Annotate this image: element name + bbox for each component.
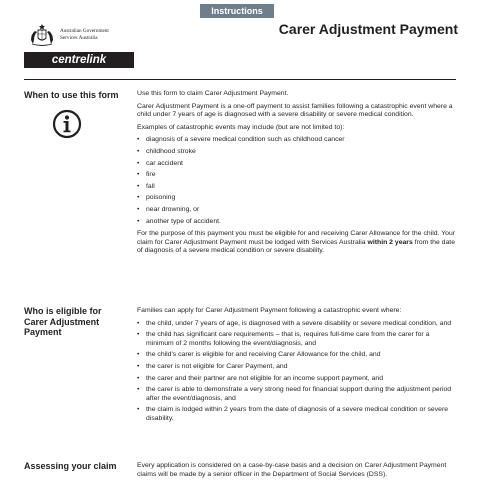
list-item: • fall <box>137 183 459 192</box>
eligibility-list <box>137 320 459 424</box>
agency-name: Services Australia <box>60 34 98 41</box>
coat-of-arms-icon <box>28 22 56 48</box>
centrelink-logo: centrelink <box>24 52 134 68</box>
section-body-eligible <box>137 307 459 428</box>
instructions-tab: Instructions <box>200 4 274 18</box>
paragraph: Examples of catastrophic events may include (but are not limited to): <box>137 123 345 131</box>
gov-name: Australian Government <box>60 28 109 34</box>
paragraph: Carer Adjustment Payment is a one-off payment to assist families following a catastrophic event where a child under 7 years of age is diagnosed with a severe disability or severe medical condition. <box>137 102 453 119</box>
section-heading-when: When to use this form <box>24 90 119 100</box>
page-title: Carer Adjustment Payment <box>278 21 458 37</box>
info-icon <box>52 109 82 139</box>
text-run: For the purpose of this payment you must be eligible for and receiving Carer Allowance for the child. Your claim for Carer Adjustment Payment must be lodged with Services Australia <box>137 230 456 246</box>
list-item: • fire <box>137 171 459 180</box>
list-item: • poisoning <box>137 194 459 203</box>
list-item: • the claim is lodged within 2 years from the date of diagnosis of a severe medical condition or severe disability. <box>137 406 459 423</box>
section-body-when <box>137 90 459 260</box>
list-item: • near drowning, or <box>137 206 459 215</box>
paragraph: Every application is considered on a case-by-case basis and a decision on Carer Adjustment Payment claims will be made by a senior officer in the Department of Social Services (DSS). <box>137 462 447 478</box>
paragraph: Families can apply for Carer Adjustment Payment following a catastrophic event where: <box>137 307 402 314</box>
list-item: • the child has significant care requirements – that is, requires full-time care from the carer for a minimum of 2 months following the event/diagnosis, and <box>137 331 459 348</box>
government-wordmark <box>60 28 109 41</box>
examples-list <box>137 136 459 226</box>
list-item: • the carer is able to demonstrate a very strong need for financial support during the adjustment period after the event/diagnosis, and <box>137 386 459 403</box>
paragraph <box>137 230 459 256</box>
list-item: • the carer and their partner are not eligible for an income support payment, and <box>137 375 459 384</box>
text-run: from the date of diagnosis of a severe medical condition or severe disability. <box>137 238 456 255</box>
paragraph: Use this form to claim Carer Adjustment Payment. <box>137 90 289 97</box>
government-logo <box>28 22 138 48</box>
section-heading-eligible: Who is eligible for Carer Adjustment Payment <box>24 306 102 337</box>
list-item: • another type of accident. <box>137 218 459 227</box>
list-item: • childhood stroke <box>137 148 459 157</box>
list-item: • the carer is not eligible for Carer Payment, and <box>137 363 459 372</box>
header-divider <box>24 79 456 80</box>
list-item: • diagnosis of a severe medical condition such as childhood cancer <box>137 136 459 145</box>
list-item: • the child's carer is eligible for and receiving Carer Allowance for the child, and <box>137 351 459 360</box>
section-heading-assessing: Assessing your claim <box>24 461 117 471</box>
emphasis-text: within 2 years <box>367 238 413 246</box>
list-item: • the child, under 7 years of age, is diagnosed with a severe disability or severe medical condition, and <box>137 320 459 329</box>
list-item: • car accident <box>137 160 459 169</box>
